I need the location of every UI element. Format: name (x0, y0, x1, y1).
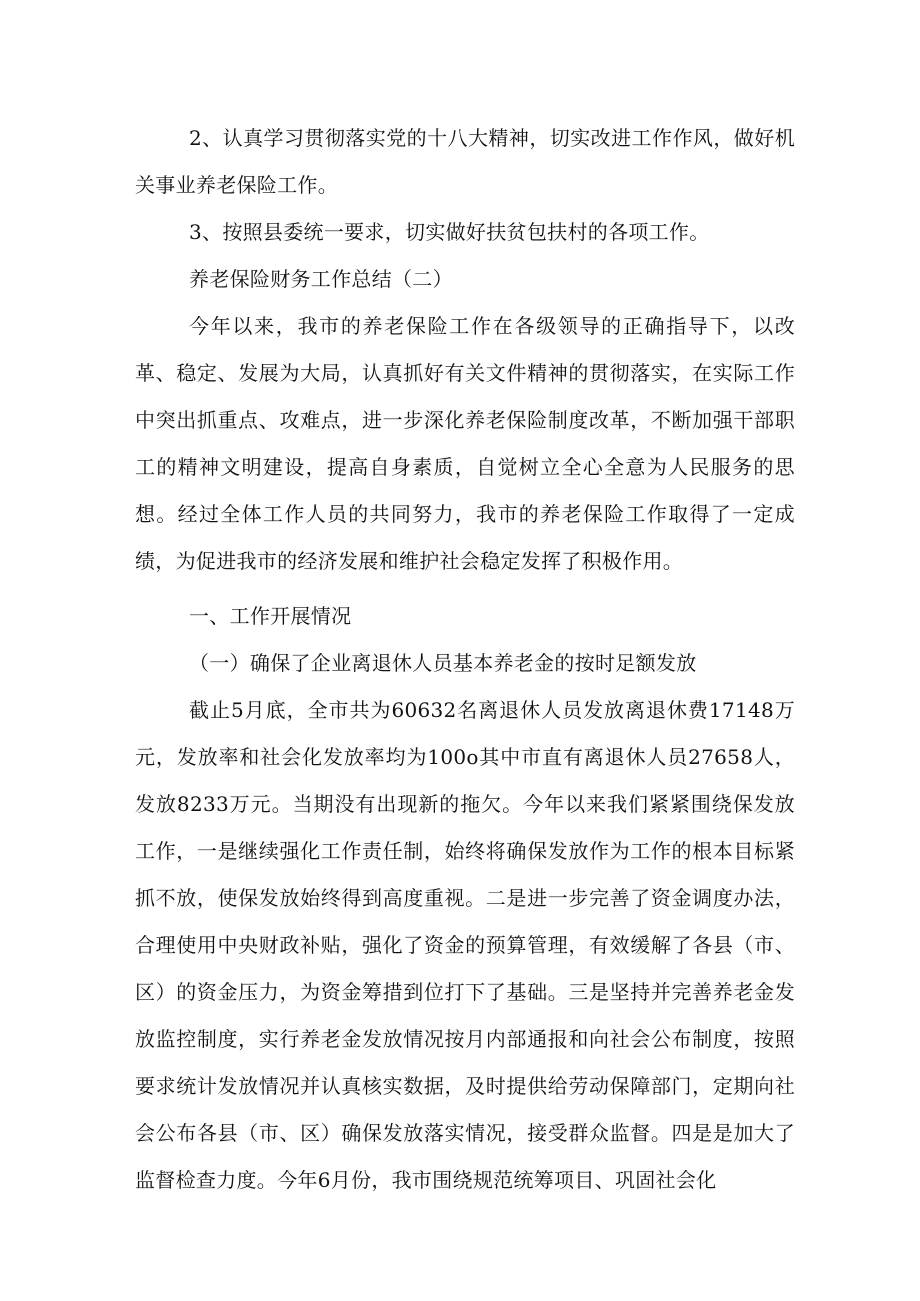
subheading-pension-payment: （一）确保了企业离退休人员基本养老金的按时足额发放 (189, 651, 697, 675)
intro-paragraph: 今年以来，我市的养老保险工作在各级领导的正确指导下，以改革、稳定、发展为大局，认真抓好有关文件精神的贯彻落实，在实际工作中突出抓重点、攻难点，进一步深化养老保险制度改革，不断加强干部职工的精神文明建设，提高自身素质，自觉树立全心全意为人民服务的思想。经过全体工作人员的共同努力，我市的养老保险工作取得了一定成绩，为促进我市的经济发展和维护社会稳定发挥了积极作用。 (135, 314, 795, 573)
body-paragraph-payment: 截止5月底，全市共为60632名离退休人员发放离退休费17148万元，发放率和社会化发放率均为100o其中市直有离退休人员27658人，发放8233万元。当期没有出现新的拖欠。今年以来我们紧紧围绕保发放工作，一是继续强化工作责任制，始终将确保发放作为工作的根本目标紧抓不放，使保发放始终得到高度重视。二是进一步完善了资金调度办法，合理使用中央财政补贴，强化了资金的预算管理，有效缓解了各县（市、区）的资金压力，为资金筹措到位打下了基础。三是坚持并完善养老金发放监控制度，实行养老金发放情况按月内部通报和向社会公布制度，按照要求统计发放情况并认真核实数据，及时提供给劳动保障部门，定期向社会公布各县（市、区）确保发放落实情况，接受群众监督。四是是加大了监督检查力度。今年6月份，我市围绕规范统筹项目、巩固社会化 (135, 698, 795, 1192)
heading-work-overview: 一、工作开展情况 (189, 604, 352, 628)
section-title: 养老保险财务工作总结（二） (189, 267, 453, 291)
paragraph-item-2: 2、认真学习贯彻落实党的十八大精神，切实改进工作作风，做好机关事业养老保险工作。 (135, 126, 795, 197)
paragraph-item-3: 3、按照县委统一要求，切实做好扶贫包扶村的各项工作。 (189, 220, 710, 244)
